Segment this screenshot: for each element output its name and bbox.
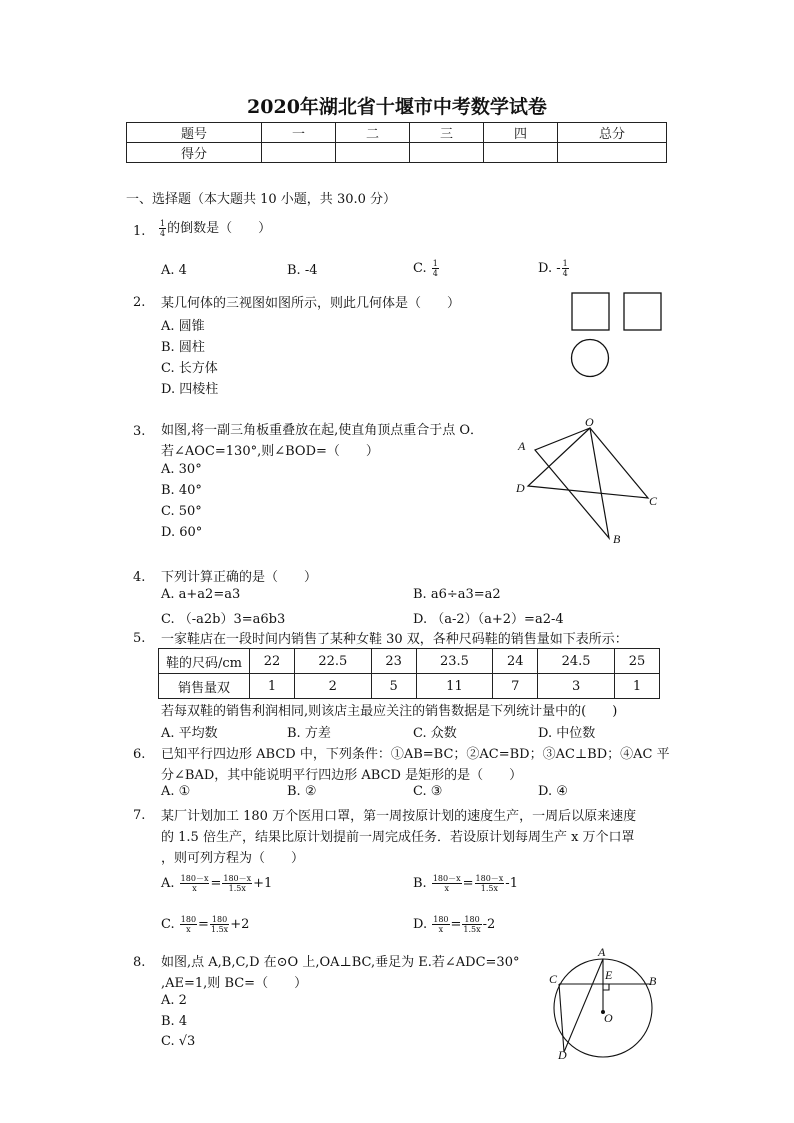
- equals-sign: =: [450, 917, 462, 932]
- q1-option-c: [413, 259, 440, 278]
- table-row-label: 鞋的尺码/cm: [159, 649, 250, 674]
- constant-term: -2: [482, 917, 496, 932]
- q1-option-a: A. 4: [161, 263, 187, 278]
- sales-cell: 1: [614, 674, 659, 699]
- sales-cell: 3: [538, 674, 615, 699]
- fraction-numerator: 180－x: [475, 874, 504, 883]
- q3-option-d: D. 60°: [161, 525, 203, 540]
- option-prefix: C.: [161, 917, 175, 932]
- label-c: C: [649, 494, 658, 508]
- q4-option-c: C. （-a2b）3=a6b3: [161, 612, 286, 627]
- q8-option-c: [161, 1034, 195, 1049]
- q2-number: 2.: [133, 295, 146, 310]
- label-a: A: [598, 945, 606, 959]
- q7-option-c: [161, 915, 249, 934]
- q1-text: 的倒数是（ ）: [167, 221, 272, 236]
- fraction-denominator: 4: [160, 229, 166, 238]
- circle-figure: [540, 946, 665, 1061]
- fraction-numerator: 180: [464, 915, 480, 924]
- q6-option-a: A. ①: [161, 784, 191, 799]
- q6-number: 6.: [133, 747, 146, 762]
- segment-cd: [559, 984, 564, 1052]
- option-prefix: A.: [161, 876, 175, 891]
- q5-stem: 一家鞋店在一段时间内销售了某种女鞋 30 双，各种尺码鞋的销售量如下表所示：: [161, 632, 628, 647]
- label-a: A: [518, 439, 526, 453]
- score-header: 题号: [127, 123, 262, 143]
- fraction-denominator: x: [192, 884, 197, 893]
- size-cell: 25: [614, 649, 659, 674]
- fraction-denominator: 1.5x: [480, 884, 499, 893]
- sales-cell: 1: [250, 674, 295, 699]
- fraction-denominator: 4: [562, 269, 568, 278]
- q3-number: 3.: [133, 424, 146, 439]
- score-cell: [262, 143, 336, 163]
- label-d: D: [558, 1048, 567, 1062]
- q4-number: 4.: [133, 570, 146, 585]
- score-header: 总分: [558, 123, 667, 143]
- option-fraction: [562, 259, 569, 278]
- fraction-numerator: 180－x: [223, 874, 252, 883]
- equals-sign: =: [210, 876, 222, 891]
- score-header: 三: [410, 123, 484, 143]
- q5-option-b: B. 方差: [287, 726, 331, 741]
- constant-term: -1: [505, 876, 518, 891]
- size-cell: 23.5: [416, 649, 493, 674]
- right-angle-mark: [603, 984, 609, 990]
- q1-stem: [158, 217, 271, 238]
- label-o: O: [604, 1011, 613, 1025]
- q7-option-b: [413, 874, 518, 893]
- score-row-label: 得分: [127, 143, 262, 163]
- fraction-numerator: 180: [433, 915, 449, 924]
- sales-cell: 5: [371, 674, 416, 699]
- segment-ad: [564, 959, 603, 1052]
- fraction-denominator: x: [186, 925, 191, 934]
- q2-stem: 某几何体的三视图如图所示，则此几何体是（ ）: [161, 296, 461, 311]
- score-header: 一: [262, 123, 336, 143]
- fraction-numerator: 1: [562, 259, 568, 268]
- q4-option-b: B. a6÷a3=a2: [413, 587, 501, 602]
- sales-cell: 2: [294, 674, 371, 699]
- q6-stem-line1: 已知平行四边形 ABCD 中，下列条件：①AB=BC；②AC=BD；③AC⊥BD；④AC 平: [161, 747, 670, 762]
- q3-stem-line1: 如图,将一副三角板重叠放在起,使直角顶点重合于点 O．: [161, 423, 484, 438]
- q3-option-b: B. 40°: [161, 483, 202, 498]
- size-cell: 22: [250, 649, 295, 674]
- q7-option-d: [413, 915, 495, 934]
- q1-fraction: [159, 219, 166, 238]
- q1-option-d: [538, 259, 570, 278]
- frac-d1: [432, 915, 449, 934]
- frac-a2: [222, 874, 252, 893]
- q4-option-a: A. a+a2=a3: [161, 587, 241, 602]
- q5-option-a: A. 平均数: [161, 726, 218, 741]
- q7-stem-line3: ，则可列方程为（ ）: [161, 851, 305, 866]
- q3-option-c: C. 50°: [161, 504, 202, 519]
- size-cell: 23: [371, 649, 416, 674]
- q2-option-d: D. 四棱柱: [161, 382, 219, 397]
- fraction-numerator: 180: [211, 915, 228, 924]
- front-view-square: [572, 293, 609, 330]
- triangle-rulers-figure: [510, 412, 670, 547]
- fraction-denominator: x: [444, 884, 449, 893]
- side-view-square: [624, 293, 661, 330]
- q7-number: 7.: [133, 808, 146, 823]
- q6-option-b: B. ②: [287, 784, 317, 799]
- label-e: E: [605, 968, 613, 982]
- page-title: 2020年湖北省十堰市中考数学试卷: [247, 96, 547, 118]
- score-cell: [336, 143, 410, 163]
- q2-option-a: A. 圆锥: [161, 319, 205, 334]
- label-b: B: [649, 974, 657, 988]
- option-fraction: [432, 259, 439, 278]
- q3-option-a: A. 30°: [161, 462, 202, 477]
- q7-stem-line2: 的 1.5 倍生产，结果比原计划提前一周完成任务．若设原计划每周生产 x 万个口罩: [161, 830, 635, 845]
- size-cell: 22.5: [294, 649, 371, 674]
- q8-stem-line1: 如图,点 A,B,C,D 在⊙O 上,OA⊥BC,垂足为 E.若∠ADC=30°: [161, 955, 520, 970]
- q3-stem-line2: 若∠AOC=130°,则∠BOD=（ ）: [161, 444, 379, 459]
- q5-option-d: D. 中位数: [538, 726, 596, 741]
- q1-option-b: B. -4: [287, 263, 318, 278]
- q7-option-a: [161, 874, 272, 893]
- constant-term: +2: [230, 917, 250, 932]
- q6-option-c: C. ③: [413, 784, 443, 799]
- q1-number: 1.: [133, 224, 146, 239]
- score-cell: [410, 143, 484, 163]
- label-b: B: [613, 532, 621, 546]
- fraction-numerator: 180－x: [432, 874, 461, 883]
- label-d: D: [516, 481, 525, 495]
- q6-stem-line2: 分∠BAD，其中能说明平行四边形 ABCD 是矩形的是（ ）: [161, 768, 523, 783]
- equals-sign: =: [198, 917, 209, 932]
- q8-option-a: A. 2: [161, 993, 187, 1008]
- q4-option-d: D. （a-2）（a+2）=a2-4: [413, 612, 564, 627]
- sqrt-value: √3: [178, 1034, 196, 1049]
- option-prefix: B.: [413, 876, 427, 891]
- size-cell: 24.5: [538, 649, 615, 674]
- q6-option-d: D. ④: [538, 784, 568, 799]
- frac-c2: [210, 915, 229, 934]
- score-cell: [558, 143, 667, 163]
- fraction-denominator: 4: [432, 269, 438, 278]
- q4-stem: 下列计算正确的是（ ）: [161, 570, 318, 585]
- fraction-numerator: 180: [180, 915, 197, 924]
- score-cell: [484, 143, 558, 163]
- sales-cell: 11: [416, 674, 493, 699]
- q5-option-c: C. 众数: [413, 726, 457, 741]
- fraction-numerator: 1: [432, 259, 438, 268]
- frac-d2: [462, 915, 481, 934]
- q7-stem-line1: 某厂计划加工 180 万个医用口罩，第一周按原计划的速度生产，一周后以原来速度: [161, 809, 637, 824]
- equals-sign: =: [462, 876, 474, 891]
- q5-question: 若每双鞋的销售利润相同,则该店主最应关注的销售数据是下列统计量中的( ): [161, 704, 618, 719]
- frac-b2: [475, 874, 505, 893]
- q8-stem-line2: ,AE=1,则 BC=（ ）: [161, 976, 308, 991]
- label-c: C: [549, 972, 558, 986]
- size-cell: 24: [493, 649, 538, 674]
- option-prefix: D.: [413, 917, 428, 932]
- option-prefix: D. -: [538, 261, 561, 276]
- frac-c1: [180, 915, 197, 934]
- score-header: 四: [484, 123, 558, 143]
- shoe-sales-table: [158, 648, 660, 699]
- frac-a1: [180, 874, 210, 893]
- table-row-label: 销售量双: [159, 674, 250, 699]
- fraction-denominator: x: [438, 925, 444, 934]
- frac-b1: [432, 874, 462, 893]
- option-prefix: C.: [161, 1034, 175, 1049]
- score-table: [126, 122, 667, 163]
- three-views-figure: [568, 290, 664, 382]
- fraction-denominator: 1.5x: [210, 925, 229, 934]
- top-view-circle: [572, 340, 609, 377]
- fraction-numerator: 1: [160, 219, 166, 228]
- section-heading: 一、选择题（本大题共 10 小题，共 30.0 分）: [126, 192, 397, 207]
- score-header: 二: [336, 123, 410, 143]
- q5-number: 5.: [133, 631, 146, 646]
- q2-option-b: B. 圆柱: [161, 340, 205, 355]
- label-o: O: [585, 415, 594, 429]
- fraction-numerator: 180－x: [180, 874, 209, 883]
- option-prefix: C.: [413, 261, 427, 276]
- q8-number: 8.: [133, 955, 146, 970]
- q8-option-b: B. 4: [161, 1014, 188, 1029]
- constant-term: +1: [253, 876, 273, 891]
- sales-cell: 7: [493, 674, 538, 699]
- fraction-denominator: 1.5x: [228, 884, 246, 893]
- q2-option-c: C. 长方体: [161, 361, 218, 376]
- fraction-denominator: 1.5x: [463, 925, 481, 934]
